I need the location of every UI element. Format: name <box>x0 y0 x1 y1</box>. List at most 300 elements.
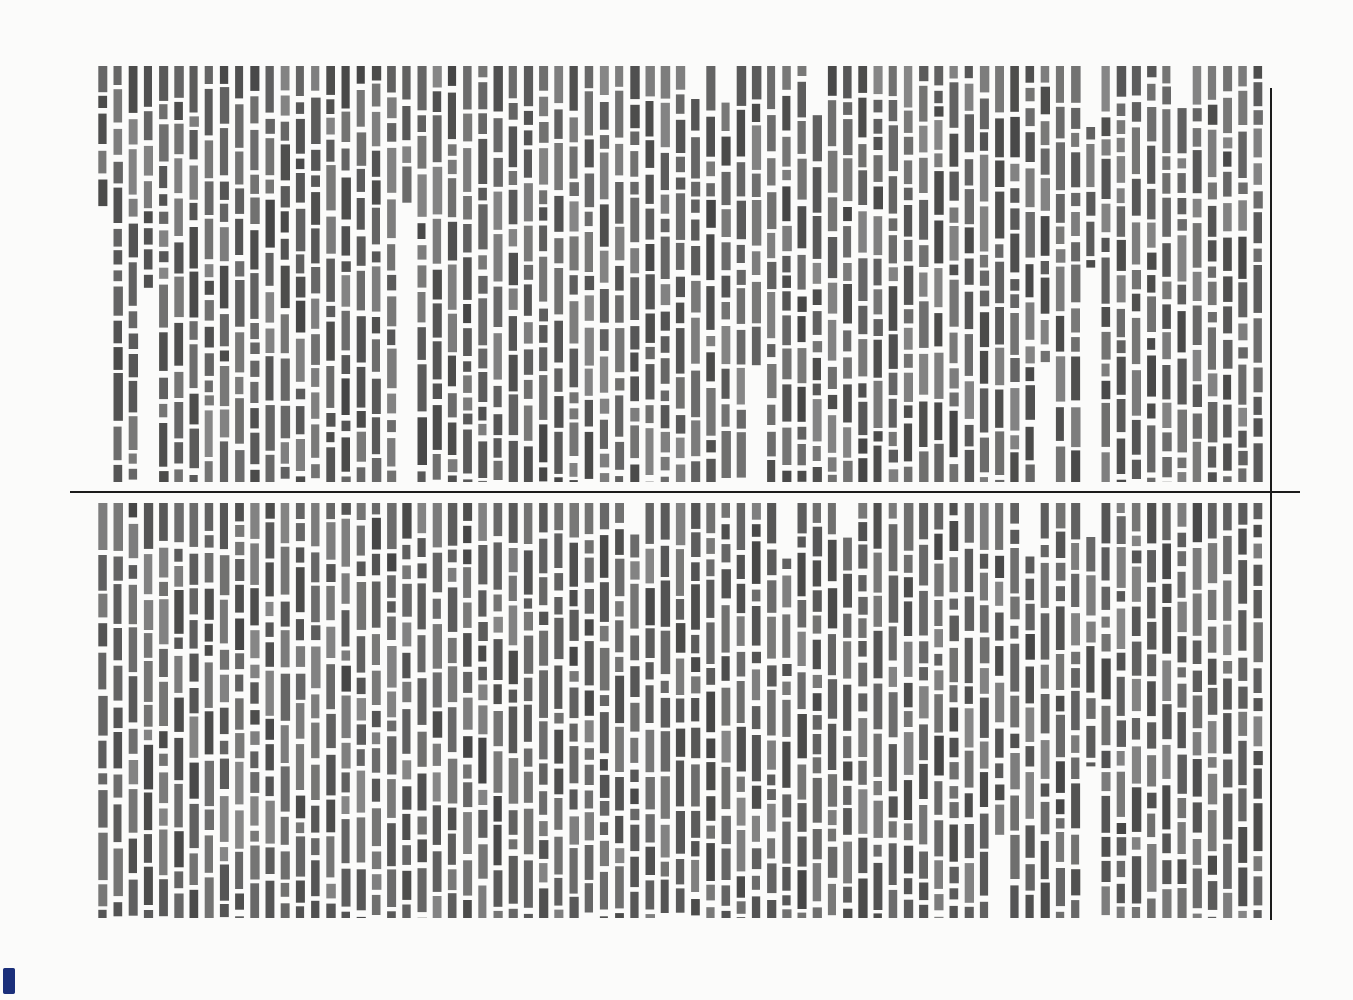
text-word-mark <box>676 623 686 653</box>
column-left-text-lines <box>98 66 1263 482</box>
text-word-mark <box>722 885 731 905</box>
text-word-mark <box>630 376 639 401</box>
text-word-mark <box>463 765 472 779</box>
text-word-mark <box>585 589 594 614</box>
text-word-mark <box>934 670 943 690</box>
text-word-mark <box>874 734 882 777</box>
text-word-mark <box>813 341 822 352</box>
text-word-mark <box>843 158 852 201</box>
text-word-mark <box>342 378 350 415</box>
text-word-mark <box>1147 478 1155 482</box>
text-word-mark <box>524 183 533 221</box>
text-word-mark <box>1162 156 1170 170</box>
text-word-mark <box>904 188 913 201</box>
text-word-mark <box>630 248 639 273</box>
text-word-mark <box>357 198 365 230</box>
text-word-mark <box>1162 403 1171 428</box>
text-word-mark <box>1147 722 1156 748</box>
text-word-mark <box>418 417 428 465</box>
text-word-mark <box>615 66 623 87</box>
text-word-mark <box>448 356 456 387</box>
text-word-mark <box>752 669 760 700</box>
text-word-mark <box>539 577 547 605</box>
text-word-mark <box>539 424 547 462</box>
text-word-mark <box>281 144 290 180</box>
text-word-mark <box>600 289 609 323</box>
text-word-mark <box>934 564 943 597</box>
text-word-mark <box>98 790 107 828</box>
text-word-mark <box>524 265 533 280</box>
text-word-mark <box>934 534 942 560</box>
text-word-mark <box>1238 712 1247 736</box>
text-word-mark <box>418 503 427 533</box>
text-word-mark <box>661 457 670 471</box>
text-word-mark <box>1132 370 1141 416</box>
text-word-mark <box>889 334 898 369</box>
text-word-mark <box>1071 900 1079 918</box>
text-word-mark <box>600 841 609 866</box>
text-word-mark <box>326 800 335 833</box>
text-word-mark <box>190 130 198 159</box>
text-word-mark <box>1162 282 1171 300</box>
text-word-mark <box>889 890 898 918</box>
text-word-mark <box>965 334 973 376</box>
text-word-mark <box>691 764 700 806</box>
text-word-mark <box>144 705 153 727</box>
text-word-mark <box>174 638 183 649</box>
text-word-mark <box>205 219 214 260</box>
text-word-mark <box>281 766 290 811</box>
text-word-mark <box>1056 142 1065 190</box>
text-word-mark <box>1026 346 1035 363</box>
text-word-mark <box>1071 869 1080 895</box>
text-word-mark <box>965 824 974 858</box>
text-word-mark <box>190 588 199 614</box>
text-word-mark <box>995 805 1004 835</box>
text-word-mark <box>494 234 503 281</box>
text-word-mark <box>813 715 822 730</box>
text-word-mark <box>494 595 502 612</box>
text-word-mark <box>600 712 609 753</box>
text-word-mark <box>691 657 700 672</box>
text-word-mark <box>387 823 396 866</box>
text-word-mark <box>235 66 243 98</box>
text-word-mark <box>646 140 655 168</box>
text-word-mark <box>904 711 913 727</box>
column-divider <box>70 491 1300 493</box>
text-word-mark <box>1071 407 1080 447</box>
text-word-mark <box>266 138 275 175</box>
text-word-mark <box>615 657 623 672</box>
text-word-mark <box>904 577 913 597</box>
text-word-mark <box>1026 667 1035 704</box>
text-word-mark <box>1223 203 1232 231</box>
text-word-mark <box>250 503 259 539</box>
text-word-mark <box>1147 338 1155 350</box>
text-word-mark <box>858 98 866 138</box>
text-word-mark <box>585 619 594 635</box>
text-word-mark <box>1102 159 1111 199</box>
text-word-mark <box>1117 547 1126 588</box>
text-word-mark <box>539 863 547 882</box>
text-word-mark <box>372 151 380 177</box>
text-word-mark <box>1086 222 1094 256</box>
text-word-mark <box>615 144 623 176</box>
text-word-mark <box>691 461 700 482</box>
text-word-mark <box>874 187 884 210</box>
text-word-mark <box>1238 503 1247 525</box>
text-word-mark <box>114 66 122 85</box>
text-word-mark <box>190 227 198 269</box>
text-word-mark <box>144 600 153 630</box>
text-word-mark <box>737 652 746 677</box>
text-word-mark <box>372 779 380 802</box>
text-word-mark <box>1147 404 1155 419</box>
text-word-mark <box>129 454 137 464</box>
text-word-mark <box>1254 82 1263 106</box>
text-word-mark <box>1238 788 1246 821</box>
text-word-mark <box>904 503 914 551</box>
text-word-mark <box>934 736 944 776</box>
text-word-mark <box>737 201 746 240</box>
text-word-mark <box>1254 698 1263 711</box>
text-word-mark <box>433 454 441 480</box>
text-word-mark <box>965 84 974 111</box>
text-word-mark <box>296 66 304 96</box>
text-word-mark <box>235 916 244 918</box>
text-word-mark <box>1238 237 1246 279</box>
text-word-mark <box>934 917 943 918</box>
text-word-mark <box>889 744 897 791</box>
text-word-mark <box>615 227 624 260</box>
text-word-mark <box>1223 172 1232 197</box>
text-word-mark <box>798 427 807 440</box>
text-word-mark <box>889 469 899 482</box>
text-word-mark <box>539 670 548 718</box>
text-word-mark <box>737 270 746 285</box>
text-word-mark <box>600 357 608 393</box>
text-word-mark <box>1041 261 1049 274</box>
text-word-mark <box>980 99 989 130</box>
text-word-mark <box>220 759 229 789</box>
text-word-mark <box>630 561 639 579</box>
text-word-mark <box>737 584 746 613</box>
text-word-mark <box>661 731 670 771</box>
text-word-mark <box>1238 451 1247 465</box>
text-word-mark <box>722 404 730 426</box>
text-word-mark <box>1254 212 1263 243</box>
text-word-mark <box>828 810 837 825</box>
text-word-mark <box>752 735 761 781</box>
text-word-mark <box>387 736 396 774</box>
text-word-mark <box>843 461 853 482</box>
text-word-mark <box>114 775 123 798</box>
text-word-mark <box>1010 734 1019 748</box>
text-word-mark <box>174 738 183 780</box>
text-word-mark <box>114 427 122 461</box>
text-word-mark <box>980 637 990 663</box>
text-word-mark <box>950 368 959 388</box>
text-word-mark <box>387 97 397 118</box>
text-word-mark <box>919 545 928 586</box>
text-word-mark <box>919 126 927 153</box>
text-word-mark <box>357 236 366 265</box>
text-word-mark <box>980 772 988 807</box>
text-word-mark <box>919 245 928 267</box>
text-word-mark <box>1147 814 1155 838</box>
text-word-mark <box>342 819 350 863</box>
text-word-mark <box>843 538 852 571</box>
text-word-mark <box>387 575 396 598</box>
text-word-mark <box>554 910 563 918</box>
text-word-mark <box>1162 607 1171 654</box>
text-word-mark <box>326 366 334 408</box>
text-word-mark <box>858 545 867 569</box>
text-word-mark <box>387 617 396 641</box>
text-word-mark <box>205 410 213 457</box>
text-word-mark <box>1102 503 1111 543</box>
text-word-mark <box>372 711 381 727</box>
text-word-mark <box>630 738 638 763</box>
text-word-mark <box>1132 856 1141 903</box>
text-word-mark <box>372 251 381 262</box>
text-word-mark <box>874 119 883 134</box>
text-word-mark <box>387 330 395 346</box>
text-word-mark <box>159 332 168 371</box>
text-word-mark <box>129 469 137 480</box>
text-word-mark <box>463 603 472 628</box>
text-word-mark <box>326 564 335 582</box>
text-word-mark <box>1071 337 1080 352</box>
text-word-mark <box>1117 609 1126 650</box>
text-word-mark <box>1132 551 1142 564</box>
text-word-mark <box>995 390 1003 428</box>
text-word-mark <box>934 402 942 440</box>
text-word-mark <box>433 672 442 707</box>
text-word-mark <box>1254 668 1262 693</box>
text-word-mark <box>326 714 336 748</box>
text-word-mark <box>615 442 624 470</box>
text-word-mark <box>509 171 517 185</box>
text-word-mark <box>1223 238 1232 271</box>
text-word-mark <box>782 256 790 273</box>
text-word-mark <box>539 503 548 532</box>
text-word-mark <box>767 503 776 543</box>
text-word-mark <box>144 111 153 140</box>
text-word-mark <box>1071 133 1079 147</box>
text-word-mark <box>1147 793 1156 809</box>
text-word-mark <box>266 744 274 770</box>
text-word-mark <box>296 906 304 918</box>
text-word-mark <box>524 503 533 544</box>
text-word-mark <box>478 276 487 294</box>
text-word-mark <box>1010 388 1019 431</box>
text-word-mark <box>965 292 974 329</box>
text-word-mark <box>706 739 715 759</box>
text-word-mark <box>843 102 852 115</box>
text-word-mark <box>524 612 533 631</box>
text-word-mark <box>144 181 152 208</box>
text-word-mark <box>220 366 229 406</box>
text-word-mark <box>1026 302 1035 339</box>
text-word-mark <box>114 162 123 184</box>
text-word-mark <box>554 666 562 709</box>
text-word-mark <box>1147 253 1156 270</box>
text-word-mark <box>889 626 897 660</box>
text-word-mark <box>782 315 791 345</box>
text-word-mark <box>965 503 974 543</box>
text-word-mark <box>114 732 123 768</box>
text-word-mark <box>1117 823 1126 834</box>
text-word-mark <box>889 267 898 281</box>
text-word-mark <box>463 224 472 253</box>
text-word-mark <box>509 253 518 285</box>
text-word-mark <box>1223 893 1232 918</box>
text-word-mark <box>1041 320 1049 344</box>
text-word-mark <box>1041 149 1050 175</box>
text-word-mark <box>691 728 700 759</box>
text-word-mark <box>1010 294 1019 308</box>
text-word-mark <box>144 793 152 831</box>
text-word-mark <box>114 188 123 223</box>
text-word-mark <box>1102 364 1110 377</box>
text-word-mark <box>980 255 988 268</box>
text-word-mark <box>250 710 259 725</box>
text-word-mark <box>828 724 836 770</box>
text-word-mark <box>144 867 153 905</box>
text-word-mark <box>159 471 169 482</box>
text-word-mark <box>220 847 228 861</box>
text-word-mark <box>570 275 578 294</box>
text-word-mark <box>494 711 503 746</box>
text-word-mark <box>539 821 548 836</box>
text-word-mark <box>752 896 760 918</box>
text-word-mark <box>1056 356 1065 401</box>
text-word-mark <box>387 438 395 466</box>
text-word-mark <box>646 628 655 658</box>
text-word-mark <box>646 662 654 679</box>
text-word-mark <box>570 349 579 388</box>
text-word-mark <box>767 66 775 109</box>
text-word-mark <box>889 796 898 817</box>
text-word-mark <box>235 810 244 848</box>
text-word-mark <box>1132 607 1141 636</box>
text-word-mark <box>798 82 807 118</box>
text-word-mark <box>524 130 533 145</box>
text-word-mark <box>478 590 486 616</box>
text-word-mark <box>463 304 471 323</box>
text-word-mark <box>1147 503 1156 543</box>
text-word-mark <box>1254 110 1263 125</box>
text-word-mark <box>205 140 213 178</box>
text-word-mark <box>1208 105 1218 125</box>
text-word-mark <box>1162 503 1170 540</box>
text-word-mark <box>874 319 883 336</box>
text-word-mark <box>676 415 685 434</box>
text-word-mark <box>813 263 821 284</box>
text-word-mark <box>524 322 533 343</box>
text-word-mark <box>554 196 563 232</box>
text-word-mark <box>661 284 671 305</box>
text-word-mark <box>478 810 487 838</box>
text-word-mark <box>220 600 228 644</box>
text-word-mark <box>767 741 776 770</box>
text-word-mark <box>402 167 411 203</box>
text-word-mark <box>722 172 731 205</box>
text-word-mark <box>1026 746 1035 766</box>
text-word-mark <box>630 825 639 851</box>
text-word-mark <box>1238 408 1247 427</box>
text-word-mark <box>326 904 335 918</box>
text-word-mark <box>190 717 199 758</box>
text-word-mark <box>326 306 335 317</box>
text-word-mark <box>661 195 670 214</box>
text-word-mark <box>1117 884 1125 903</box>
text-word-mark <box>691 200 700 213</box>
text-word-mark <box>995 763 1003 778</box>
text-word-mark <box>1162 745 1170 779</box>
text-word-mark <box>448 568 457 582</box>
text-word-mark <box>782 822 790 864</box>
text-word-mark <box>250 588 258 625</box>
text-word-mark <box>843 614 851 638</box>
text-word-mark <box>706 459 715 482</box>
text-word-mark <box>129 503 137 517</box>
text-word-mark <box>296 439 305 471</box>
text-word-mark <box>372 554 380 576</box>
text-word-mark <box>190 116 199 126</box>
text-word-mark <box>965 227 974 253</box>
text-word-mark <box>904 160 912 184</box>
text-word-mark <box>1208 66 1216 100</box>
text-word-mark <box>767 405 775 425</box>
text-word-mark <box>1117 720 1126 747</box>
text-word-mark <box>676 157 685 173</box>
text-word-mark <box>889 692 898 737</box>
text-word-mark <box>174 277 184 318</box>
text-word-mark <box>144 730 152 741</box>
text-word-mark <box>782 700 790 737</box>
text-word-mark <box>1238 827 1247 863</box>
text-word-mark <box>843 909 852 918</box>
text-word-mark <box>722 605 730 652</box>
text-word-mark <box>706 200 716 228</box>
text-word-mark <box>995 582 1003 606</box>
text-word-mark <box>266 253 274 286</box>
text-word-mark <box>752 200 761 246</box>
text-word-mark <box>630 198 639 243</box>
text-word-mark <box>250 883 259 918</box>
text-word-mark <box>752 786 761 809</box>
text-word-mark <box>205 645 213 656</box>
text-word-mark <box>722 688 731 726</box>
text-word-mark <box>1223 760 1232 788</box>
text-word-mark <box>463 196 472 220</box>
text-word-mark <box>646 685 654 723</box>
text-word-mark <box>494 825 502 866</box>
text-word-mark <box>646 314 655 343</box>
text-word-mark <box>934 600 942 626</box>
text-word-mark <box>585 558 594 583</box>
text-word-mark <box>782 226 792 251</box>
text-word-mark <box>858 618 866 638</box>
text-word-mark <box>1117 480 1126 482</box>
text-word-mark <box>737 917 746 918</box>
text-word-mark <box>1071 193 1080 206</box>
text-word-mark <box>934 66 943 85</box>
text-word-mark <box>554 798 562 830</box>
text-word-mark <box>1010 164 1019 182</box>
